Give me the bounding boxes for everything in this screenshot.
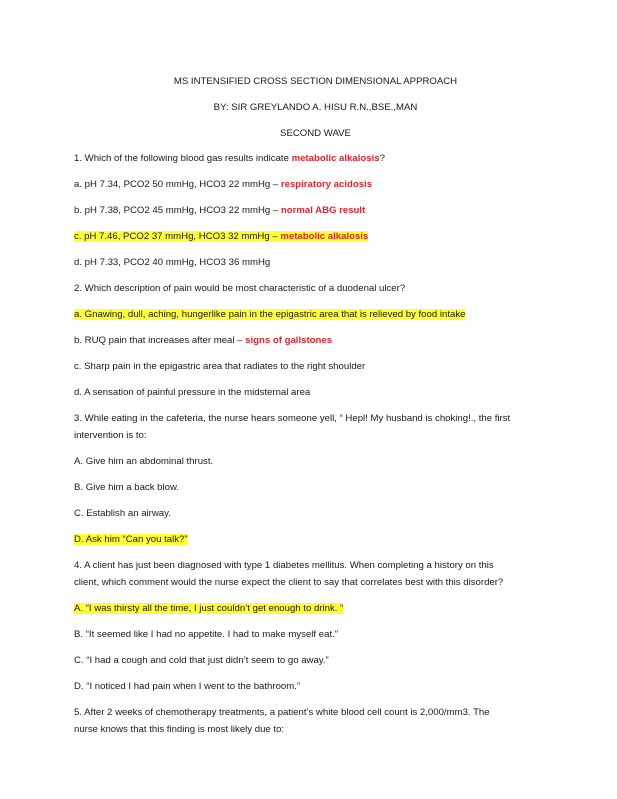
question-2-option-c: c. Sharp pain in the epigastric area that radiates to the right shoulder — [74, 361, 366, 372]
question-4-stem-line-2: client, which comment would the nurse expect the client to say that correlates best with this disorder? — [74, 577, 504, 588]
option-note: signs of gallstones — [245, 335, 333, 346]
question-1-stem-text: 1. Which of the following blood gas results indicate — [74, 153, 292, 164]
option-text: b. RUQ pain that increases after meal – — [74, 335, 246, 346]
answer-highlight — [74, 231, 368, 242]
option-note: metabolic alkalosis — [280, 231, 369, 242]
question-4-option-c: C. “I had a cough and cold that just didn’t seem to go away.” — [74, 655, 329, 666]
question-4-option-d: D. “I noticed I had pain when I went to the bathroom.” — [74, 681, 301, 692]
option-text: a. pH 7.34, PCO2 50 mmHg, HCO3 22 mmHg – — [74, 179, 281, 190]
answer-highlight: a. Gnawing, dull, aching, hungerlike pain in the epigastric area that is relieved by food intake — [74, 309, 466, 320]
question-3-option-a: A. Give him an abdominal thrust. — [74, 456, 214, 467]
question-2-option-d: d. A sensation of painful pressure in the midsternal area — [74, 387, 311, 398]
document-author: BY: SIR GREYLANDO A. HISU R.N.,BSE.,MAN — [213, 102, 418, 113]
question-2-stem: 2. Which description of pain would be most characteristic of a duodenal ulcer? — [74, 283, 406, 294]
question-2-option-b — [74, 332, 557, 349]
question-2-option-a-answer — [74, 306, 557, 323]
option-note: normal ABG result — [280, 205, 366, 216]
question-1-stem — [74, 150, 557, 167]
question-1-stem-keyword: metabolic alkalosis — [291, 153, 380, 164]
answer-highlight: A. “I was thirsty all the time, I just couldn’t get enough to drink. “ — [74, 603, 344, 614]
section-heading: SECOND WAVE — [280, 128, 351, 139]
question-4-option-b: B. “It seemed like I had no appetite. I had to make myself eat.” — [74, 629, 338, 640]
question-3-option-d-answer — [74, 531, 557, 548]
question-3-stem-line-2: intervention is to: — [74, 430, 147, 441]
question-4-option-a-answer — [74, 600, 557, 617]
question-1-option-d: d. pH 7.33, PCO2 40 mmHg, HCO3 36 mmHg — [74, 257, 271, 268]
question-5-stem-line-2: nurse knows that this finding is most likely due to: — [74, 724, 285, 735]
option-text: c. pH 7.46, PCO2 37 mmHg, HCO3 32 mmHg – — [74, 231, 281, 242]
answer-highlight: D. Ask him “Can you talk?” — [74, 534, 188, 545]
question-1-option-b — [74, 202, 557, 219]
question-4-stem-line-1: 4. A client has just been diagnosed with type 1 diabetes mellitus. When completing a history on this — [74, 560, 494, 571]
document-title: MS INTENSIFIED CROSS SECTION DIMENSIONAL APPROACH — [173, 76, 458, 87]
option-note: respiratory acidosis — [280, 179, 373, 190]
question-1-stem-end: ? — [379, 153, 385, 164]
question-3-option-b: B. Give him a back blow. — [74, 482, 180, 493]
question-3-stem-line-1: 3. While eating in the cafeteria, the nurse hears someone yell, “ Hepl! My husband is choking!., the first — [74, 413, 511, 424]
question-3-option-c: C. Establish an airway. — [74, 508, 171, 519]
question-5-stem-line-1: 5. After 2 weeks of chemotherapy treatments, a patient’s white blood cell count is 2,000/mm3. The — [74, 707, 490, 718]
option-text: b. pH 7.38, PCO2 45 mmHg, HCO3 22 mmHg – — [74, 205, 281, 216]
question-1-option-a — [74, 176, 557, 193]
question-1-option-c-answer — [74, 228, 557, 245]
